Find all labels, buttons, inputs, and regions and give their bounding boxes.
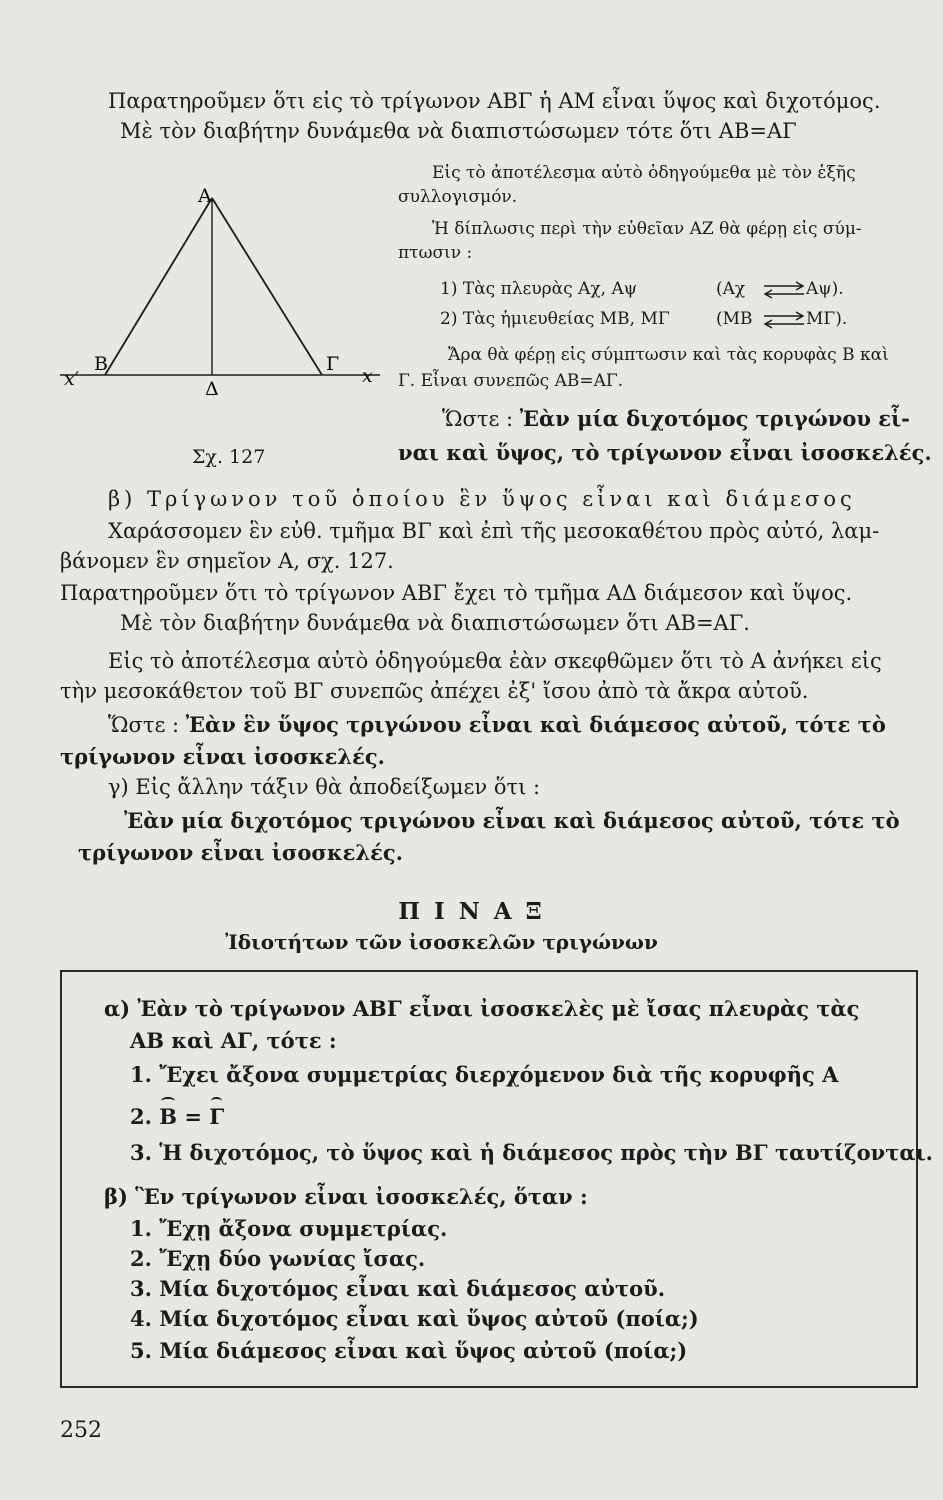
table-title: Π Ι Ν Α Ξ [398,898,545,925]
box-a-line-1: α) Ἐὰν τὸ τρίγωνον ΑΒΓ εἶναι ἰσοσκελὲς μὲ ἴσας πλευρὰς τὰς [104,996,860,1021]
section-b-conclusion-lead: Ὥστε : [108,713,180,737]
table-subtitle: Ἰδιοτήτων τῶν ἰσοσκελῶν τριγώνων [225,930,658,954]
side-ag [212,198,322,375]
rc-p2a: Ἡ δίπλωσις περὶ τὴν εὐθεῖαν ΑΖ θὰ φέρῃ εἰς σύμ- [432,219,862,239]
section-b-conclusion-line-1 [108,712,886,738]
rc-conclusion-b: ναι καὶ ὕψος, τὸ τρίγωνον εἶναι ἰσοσκελές. [398,440,932,465]
box-a-item-1: 1. Ἔχει ἄξονα συμμετρίας διερχόμενον διὰ τῆς κορυφῆς Α [130,1062,839,1087]
rc-p2b: πτωσιν : [398,243,473,263]
box-b-item-5: 5. Μία διάμεσος εἶναι καὶ ὕψος αὐτοῦ (ποία;) [130,1338,688,1363]
intro-line-2: Μὲ τὸν διαβήτην δυνάμεθα νὰ διαπιστώσωμεν τότε ὅτι ΑΒ=ΑΓ [120,119,797,143]
label-a: Α [198,185,212,207]
box-b-item-2: 2. Ἔχῃ δύο γωνίας ἴσας. [130,1246,426,1271]
section-c-line-3: τρίγωνον εἶναι ἰσοσκελές. [78,840,403,865]
box-a-item-2-num: 2. [130,1104,152,1129]
angle-g: Γ [209,1104,225,1129]
rc-conclusion-a: Ἐὰν μία διχοτόμος τριγώνου εἶ- [519,406,910,431]
label-x: x [362,365,373,387]
section-b-line-2: βάνομεν ἓν σημεῖον Α, σχ. 127. [60,549,394,573]
rc-p1b: συλλογισμόν. [398,187,518,207]
triangle-figure [50,180,390,480]
side-ab [105,198,212,375]
rc-p1a: Εἰς τὸ ἀποτέλεσμα αὐτὸ ὁδηγούμεθα μὲ τὸν ἑξῆς [432,163,856,183]
box-b-line-1: β) Ἓν τρίγωνον εἶναι ἰσοσκελές, ὅταν : [104,1184,588,1209]
label-x-prime: x′ [64,368,80,390]
rc-item1-pair-b: Αψ). [806,279,844,299]
double-arrow-icon [762,280,806,300]
section-b-conclusion-b: τρίγωνον εἶναι ἰσοσκελές. [60,744,385,769]
label-d: Δ [205,378,219,400]
box-b-item-1: 1. Ἔχῃ ἄξονα συμμετρίας. [130,1216,448,1241]
box-a-item-3: 3. Ἡ διχοτόμος, τὸ ὕψος καὶ ἡ διάμεσος πρὸς τὴν ΒΓ ταυτίζονται. [130,1140,933,1165]
box-a-item-2 [130,1104,224,1130]
rc-p3b: Γ. Εἶναι συνεπῶς ΑΒ=ΑΓ. [398,371,624,391]
label-b: Β [94,353,108,375]
page-number: 252 [60,1418,102,1443]
rc-item1-left: 1) Τὰς πλευρὰς Αχ, Αψ [440,279,638,299]
equals-sign: = [184,1104,202,1129]
figure-caption: Σχ. 127 [192,446,266,468]
rc-item2-left: 2) Τὰς ἡμιευθείας ΜΒ, ΜΓ [440,309,670,329]
rc-conclusion-lead: Ὥστε : [442,407,514,431]
label-g: Γ [326,353,340,375]
box-b-item-3: 3. Μία διχοτόμος εἶναι καὶ διάμεσος αὐτοῦ. [130,1276,666,1301]
section-b-line-5: Εἰς τὸ ἀποτέλεσμα αὐτὸ ὁδηγούμεθα ἐὰν σκεφθῶμεν ὅτι τὸ Α ἀνήκει εἰς [108,649,882,673]
section-b-heading: β) Τρίγωνον τοῦ ὁποίου ἓν ὕψος εἶναι καὶ διάμεσος [108,487,856,511]
angle-b: Β [159,1104,177,1129]
double-arrow-icon [762,310,806,330]
section-c-line-2: Ἐὰν μία διχοτόμος τριγώνου εἶναι καὶ διάμεσος αὐτοῦ, τότε τὸ [124,808,900,833]
box-b-item-4: 4. Μία διχοτόμος εἶναι καὶ ὕψος αὐτοῦ (ποία;) [130,1306,699,1331]
section-b-line-1: Χαράσσομεν ἓν εὐθ. τμῆμα ΒΓ καὶ ἐπὶ τῆς μεσοκαθέτου πρὸς αὐτό, λαμ- [108,519,880,543]
section-b-line-3: Παρατηροῦμεν ὅτι τὸ τρίγωνον ΑΒΓ ἔχει τὸ τμῆμα ΑΔ διάμεσον καὶ ὕψος. [60,581,853,605]
rc-item1-pair-a: (Αχ [716,279,746,299]
rc-p3a: Ἄρα θὰ φέρῃ εἰς σύμπτωσιν καὶ τὰς κορυφὰς Β καὶ [448,345,889,365]
rc-conclusion-line-1 [442,406,910,432]
section-c-line-1: γ) Εἰς ἄλλην τάξιν θὰ ἀποδείξωμεν ὅτι : [108,775,541,799]
section-b-line-6: τὴν μεσοκάθετον τοῦ ΒΓ συνεπῶς ἀπέχει ἐξ' ἴσου ἀπὸ τὰ ἄκρα αὐτοῦ. [60,679,809,703]
section-b-line-4: Μὲ τὸν διαβήτην δυνάμεθα νὰ διαπιστώσωμεν ὅτι ΑΒ=ΑΓ. [120,611,750,635]
rc-item2-pair-a: (ΜΒ [716,309,753,329]
rc-item2-pair-b: ΜΓ). [806,309,848,329]
section-b-conclusion-a: Ἐὰν ἓν ὕψος τριγώνου εἶναι καὶ διάμεσος αὐτοῦ, τότε τὸ [185,712,886,737]
box-a-line-2: ΑΒ καὶ ΑΓ, τότε : [130,1028,337,1053]
intro-line-1: Παρατηροῦμεν ὅτι εἰς τὸ τρίγωνον ΑΒΓ ἡ ΑΜ εἶναι ὕψος καὶ διχοτόμος. [108,89,881,113]
